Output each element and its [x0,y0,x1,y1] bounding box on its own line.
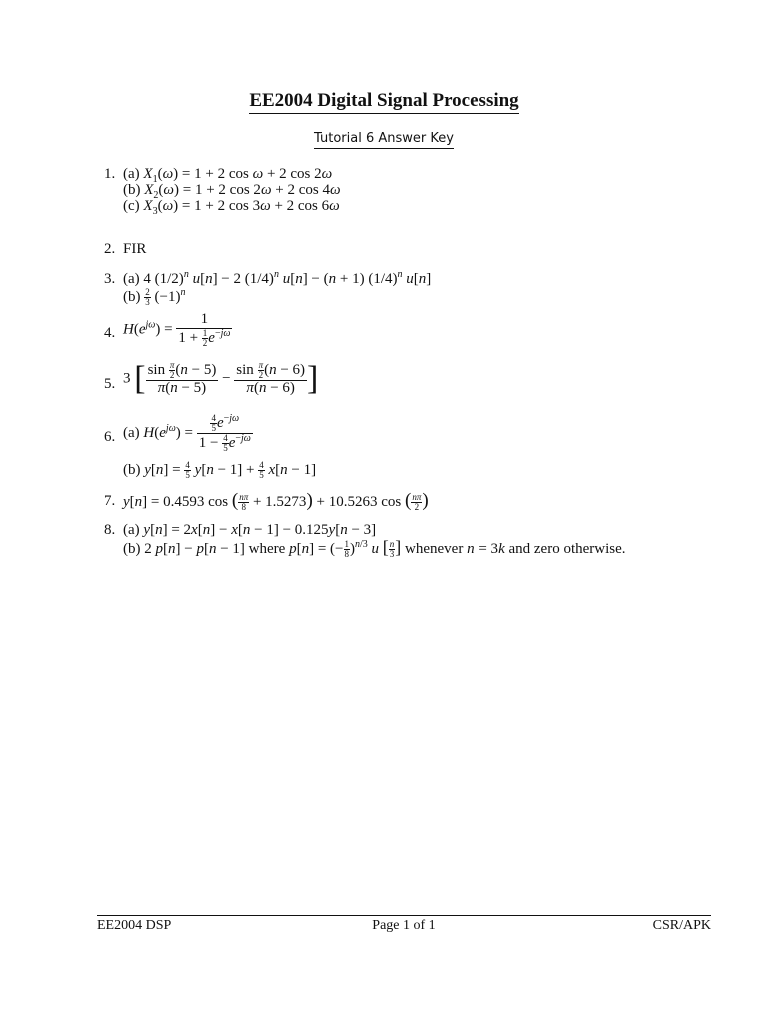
answer-8a: (a) y[n] = 2x[n] − x[n − 1] − 0.125y[n − 3] [123,522,377,538]
answer-3-number: 3. [104,271,116,287]
answer-4-number: 4. [104,325,116,341]
footer-course: EE2004 DSP [97,918,172,933]
footer-rule [97,915,711,916]
page-subtitle: Tutorial 6 Answer Key [0,131,768,146]
answer-8b: (b) 2 p[n] − p[n − 1] where p[n] = (− $\frac{1}{8}$ )$^{n/3}$ u [ $\frac{n}{3}$ ] whenever n = 3k and zero otherwise. [123,537,626,560]
answer-1b: (b) $X_2(\omega) = 1 + 2$ cos 2ω + 2 cos 4ω [123,182,341,201]
answer-5: 3 [ sin $\frac{\pi}{2}$ (n − 5) π(n − 5) − sin $\frac{\pi}{2}$ (n − 6) π(n − 6) ] [123,359,319,397]
answer-7: y[n] = 0.4593 cos ( $\frac{n\pi}{8}$ + 1.5273) + 10.5263 cos ( $\frac{n\pi}{2}$ ) [123,490,429,513]
answer-3b: (b) $\frac{2}{3}$ $(-1)^n$ [123,286,186,307]
answer-6a: (a) $H(e^{j\omega})$ = $\frac{4}{5}$ $e^{-j\omega}$ 1 − $\frac{4}{5}$ $e^{-j\omega}$ [123,412,251,453]
answer-5-number: 5. [104,376,116,392]
answer-2-number: 2. [104,241,116,257]
answer-6-number: 6. [104,429,116,445]
answer-1c: (c) $X_3(\omega) = 1 + 2$ cos 3ω + 2 cos 6ω [123,198,340,217]
answer-8-number: 8. [104,522,116,538]
answer-4: $H(e^{j\omega})$ = 1 1 + $\frac{1}{2}$ $e^{-j\omega}$ [123,311,231,348]
footer-authors: CSR/APK [652,918,711,933]
answer-7-number: 7. [104,493,116,509]
answer-1a: (a) $X_1(\omega) = 1 + 2$ cos ω + 2 cos 2ω [123,166,333,185]
answer-6b: (b) y[n] = $\frac{4}{5}$ y[n − 1] + $\frac{4}{5}$ x[n − 1] [123,460,317,480]
page-title: EE2004 Digital Signal Processing [0,90,768,112]
answer-1-number: 1. [104,166,116,182]
footer-page-number: Page 1 of 1 [372,918,436,933]
answer-3a: (a) 4 $(1/2)^n$ u[n] − 2 $(1/4)^n$ u[n] − (n + 1) $(1/4)^n$ u[n] [123,269,432,287]
answer-2: FIR [123,241,147,257]
